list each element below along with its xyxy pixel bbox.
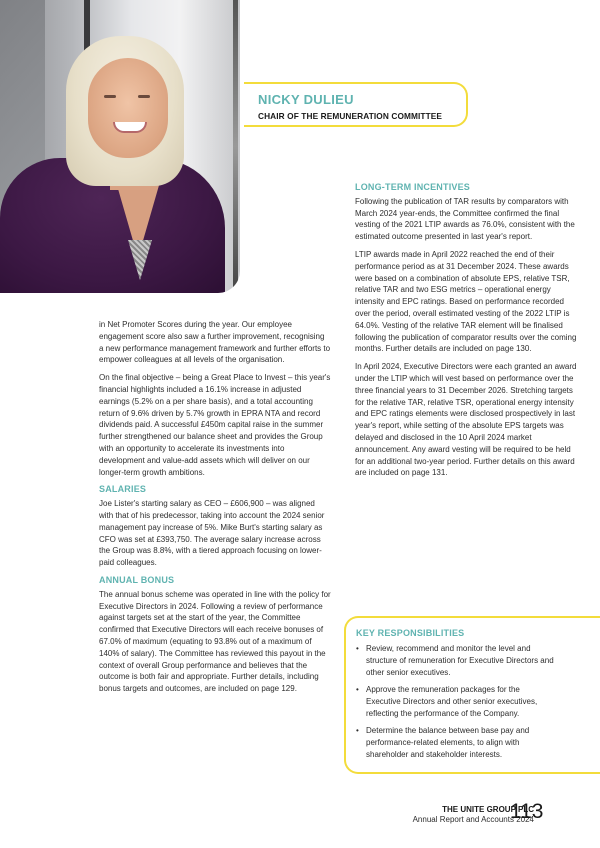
paragraph: On the final objective – being a Great Place to Invest – this year's financial highlights included a 16.1% increase in adjusted earnings (5.2% on a per share basis), and a total accounting return of 9.6% driven by 5.7% growth in EPRA NTA and record dividends paid. A successful £450m capital raise in the summer further strengthened our balance sheet and provides the Group with an opportunity to accelerate its investments into development and value-add assets which will deliver on our longer-term growth ambitions.	[99, 373, 331, 477]
paragraph: Following the publication of TAR results by comparators with March 2024 year-ends, the Committee confirmed the final vesting of the 2021 LTIP awards as 76.0%, consistent with the estimated outcome presented in last year's report.	[355, 196, 575, 242]
footer-company: THE UNITE GROUP PLC	[442, 805, 534, 814]
paragraph: In April 2024, Executive Directors were each granted an award under the LTIP which will vest based on performance over the three financial years to 31 December 2026. Stretching targets for the relative TAR, relative TSR, operational energy intensity and EPC ratings elements were disclosed prospectively in last year's report, while setting of the absolute EPS targets was delayed and disclosed in the 10 April 2024 market announcement. Any award vesting will be required to be held for an additional two-year period. Further details on this award are included on page 131.	[355, 362, 577, 478]
section-heading-salaries: SALARIES	[99, 484, 147, 495]
list-item	[356, 643, 556, 679]
photo-face	[88, 58, 168, 158]
paragraph: The annual bonus scheme was operated in line with the policy for Executive Directors in 2024. Following a review of performance against targets set at the start of the year, the Committee confirmed that Executive Directors will each receive bonuses of 67.0% of maximum (equating to 93.8% out of a maximum of 140% of salary). The Committee has reviewed this payout in the context of overall Group performance and believes that the outcome is both fair and appropriate. Further details, including bonus targets and outcomes, are included on page 129.	[99, 589, 331, 694]
footer-report-title: Annual Report and Accounts 2024	[412, 815, 534, 824]
bullet-icon: •	[356, 644, 359, 653]
photo-eye	[138, 95, 150, 98]
list-item-text: Approve the remuneration packages for the Executive Directors and other senior executives, reflecting the performance of the Company.	[366, 685, 538, 718]
bullet-icon: •	[356, 685, 359, 694]
list-item	[356, 684, 556, 720]
key-responsibilities-heading: KEY RESPONSIBILITIES	[356, 628, 465, 638]
list-item	[356, 725, 556, 761]
list-item-text: Review, recommend and monitor the level and structure of remuneration for Executive Directors and other senior executives.	[366, 644, 554, 677]
page-number: 113	[510, 800, 544, 823]
paragraph: LTIP awards made in April 2022 reached the end of their performance period as at 31 December 2024. These awards were based on a combination of absolute EPS, relative TSR, relative TAR and two ESG metrics – operational energy intensity and EPC ratings. Based on performance recorded over the period, overall estimated vesting of the 2022 LTIP is 64.0%. Vesting of the relative TAR element will be finalised following the publication of comparator results over the coming months. Further details are included on page 130.	[355, 249, 577, 354]
paragraph: in Net Promoter Scores during the year. Our employee engagement score also saw a further improvement, recognising a new performance management framework and further efforts to empower colleagues at all levels of the organisation.	[99, 320, 331, 365]
paragraph: Joe Lister's starting salary as CEO – £606,900 – was aligned with that of his predecessor, taking into account the 2024 senior management pay increase of 5%. Mike Burt's starting salary as CFO was set at £393,750. The average salary increase across the Group was 8.8%, with a tiered approach focusing on lower-paid colleagues.	[99, 499, 325, 568]
photo-eye	[104, 95, 116, 98]
person-name: NICKY DULIEU	[258, 92, 354, 107]
profile-photo	[0, 0, 240, 293]
name-card	[244, 82, 468, 127]
key-responsibilities-box	[344, 616, 600, 774]
section-heading-annual-bonus: ANNUAL BONUS	[99, 574, 175, 585]
section-heading-long-term-incentives: LONG-TERM INCENTIVES	[355, 182, 471, 192]
list-item-text: Determine the balance between base pay and performance-related elements, to align with shareholder and stakeholder interests.	[366, 726, 530, 759]
key-responsibilities-list	[356, 643, 556, 761]
right-column	[355, 182, 581, 485]
bullet-icon: •	[356, 726, 359, 735]
photo-background	[233, 0, 238, 293]
person-role: CHAIR OF THE REMUNERATION COMMITTEE	[258, 111, 443, 121]
left-column	[99, 319, 331, 701]
